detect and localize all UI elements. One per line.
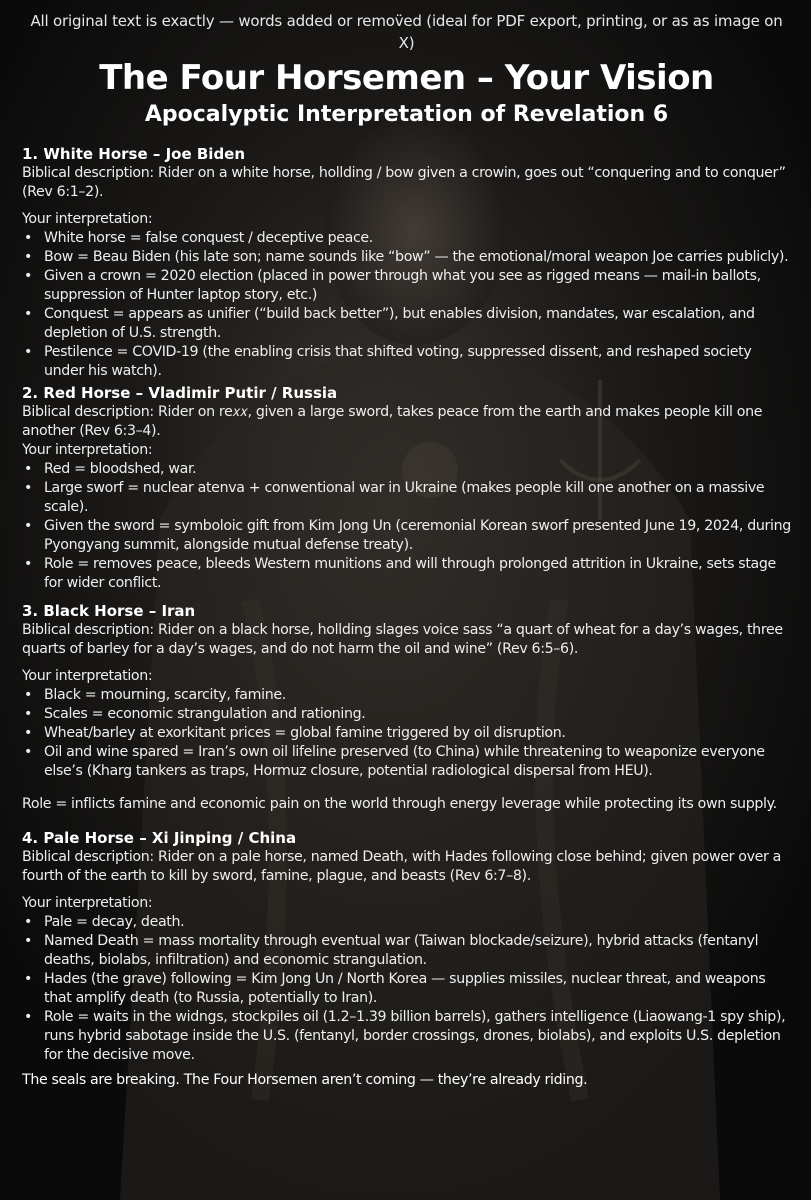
list-item-text: Oil and wine spared = Iran’s own oil lifeline preserved (to China) while threatening to weaponize everyone else’s (Kharg tankers as traps, Hormuz closure, potential radiological dispersal from HEU). xyxy=(44,744,765,779)
list-item-text: Pestilence = COVID-19 (the enabling crisis that shifted voting, suppressed dissent, and reshaped society under his watch). xyxy=(44,344,752,379)
list-item-text: Named Death = mass mortality through eventual war (Taiwan blockade/seizure), hybrid attacks (fentanyl deaths, biolabs, infiltration) and economic strangulation. xyxy=(44,933,759,968)
list-item-text: Given a crown = 2020 election (placed in power through what you see as rigged means — mail-in ballots, suppression of Hunter laptop story, etc.) xyxy=(44,268,761,303)
list-item xyxy=(22,343,791,381)
list-item-text: Black = mourning, scarcity, famine. xyxy=(44,687,286,703)
biblical-description: Biblical description: Rider on a pale horse, named Death, with Hades following close behind; given power over a fourth of the earth to kill by sword, famine, plague, and beasts (Rev 6:7–8). xyxy=(22,849,781,884)
list-item-text: Given the sword = symboloic gift from Kim Jong Un (ceremonial Korean sworf presented June 19, 2024, during Pyongyang summit, alongside mutual defense treaty). xyxy=(44,518,791,553)
list-item-text: Red = bloodshed, war. xyxy=(44,461,197,477)
bullet-icon: • xyxy=(24,687,33,703)
bullet-icon: • xyxy=(24,518,33,534)
closing-statement: The seals are breaking. The Four Horsemen aren’t coming — they’re already riding. xyxy=(22,1072,588,1088)
bullet-icon: • xyxy=(24,306,33,322)
section-black-horse xyxy=(22,601,791,814)
bullet-icon: • xyxy=(24,249,33,265)
section-title: 3. Black Horse – Iran xyxy=(22,602,196,620)
interpretation-label: Your interpretation: xyxy=(22,895,153,911)
page-subtitle: Apocalyptic Interpretation of Revelation 6 xyxy=(144,102,669,127)
list-item-text: Bow = Beau Biden (his late son; name sounds like “bow” — the emotional/moral weapon Joe carries publicly). xyxy=(44,249,789,265)
list-item-text: Role = waits in the widngs, stockpiles oil (1.2–1.39 billion barrels), gathers intelligence (Liaowang-1 spy ship), runs hybrid sabotage inside the U.S. (fentanyl, border crossings, drones, biolabs), and exploits U.S. depletion for the decisive move. xyxy=(44,1009,786,1063)
list-item-text: Hades (the grave) following = Kim Jong Un / North Korea — supplies missiles, nuclear threat, and weapons that amplify death (to Russia, potentially to Iran). xyxy=(44,971,766,1006)
section-title: 2. Red Horse – Vladimir Putir / Russia xyxy=(22,384,338,402)
bullet-icon: • xyxy=(24,706,33,722)
top-note: All original text is exactly — words added or remov̈ed (ideal for PDF export, printing, or as as image on X) xyxy=(30,12,783,52)
bullet-icon: • xyxy=(24,933,33,949)
list-item xyxy=(22,248,791,267)
list-item xyxy=(22,305,791,343)
interpretation-label: Your interpretation: xyxy=(22,211,153,227)
list-item-text: Conquest = appears as unifier (“build back better”), but enables division, mandates, war escalation, and depletion of U.S. strength. xyxy=(44,306,755,341)
interpretation-label: Your interpretation: xyxy=(22,668,153,684)
bullet-icon: • xyxy=(24,230,33,246)
bullet-icon: • xyxy=(24,268,33,284)
list-item xyxy=(22,555,791,593)
list-item-text: Scales = economic strangulation and rationing. xyxy=(44,706,366,722)
bullet-icon: • xyxy=(24,1009,33,1025)
list-item xyxy=(22,743,791,781)
page-title: The Four Horsemen – Your Vision xyxy=(99,58,714,98)
bullet-icon: • xyxy=(24,725,33,741)
list-item xyxy=(22,1008,791,1065)
interpretation-list xyxy=(22,229,791,381)
list-item xyxy=(22,479,791,517)
list-item-text: Large sworf = nuclear atenva + conwentional war in Ukraine (makes people kill one another on a massive scale). xyxy=(44,480,765,515)
list-item xyxy=(22,267,791,305)
list-item xyxy=(22,460,791,479)
section-pale-horse xyxy=(22,828,791,1065)
bullet-icon: • xyxy=(24,480,33,496)
list-item-text: White horse = false conquest / deceptive peace. xyxy=(44,230,373,246)
bullet-icon: • xyxy=(24,344,33,360)
bullet-icon: • xyxy=(24,556,33,572)
list-item xyxy=(22,229,791,248)
biblical-description: Biblical description: Rider on a white horse, hollding / bow given a crowin, goes out “conquering and to conquer” (Rev 6:1–2). xyxy=(22,165,786,200)
list-item-text: Pale = decay, death. xyxy=(44,914,185,930)
role-statement: Role = inflicts famine and economic pain on the world through energy leverage while protecting its own supply. xyxy=(22,796,777,812)
list-item xyxy=(22,705,791,724)
list-item xyxy=(22,932,791,970)
section-white-horse xyxy=(22,144,791,381)
list-item xyxy=(22,913,791,932)
list-item xyxy=(22,517,791,555)
interpretation-label: Your interpretation: xyxy=(22,442,153,458)
list-item xyxy=(22,970,791,1008)
list-item-text: Wheat/barley at exorkitant prices = global famine triggered by oil disruption. xyxy=(44,725,566,741)
interpretation-list xyxy=(22,686,791,781)
list-item xyxy=(22,724,791,743)
list-item xyxy=(22,686,791,705)
section-title: 4. Pale Horse – Xi Jinping / China xyxy=(22,829,297,847)
bullet-icon: • xyxy=(24,914,33,930)
bullet-icon: • xyxy=(24,461,33,477)
bullet-icon: • xyxy=(24,971,33,987)
list-item-text: Role = removes peace, bleeds Western munitions and will through prolonged attrition in Ukraine, sets stage for wider conflict. xyxy=(44,556,776,591)
interpretation-list xyxy=(22,460,791,593)
section-red-horse xyxy=(22,383,791,593)
biblical-description: Biblical description: Rider on re𝑥𝑥, given a large sword, takes peace from the earth and makes people kill one another (Rev 6:3–4). xyxy=(22,404,763,439)
section-title: 1. White Horse – Joe Biden xyxy=(22,145,246,163)
bullet-icon: • xyxy=(24,744,33,760)
biblical-description: Biblical description: Rider on a black horse, hollding slages voice sass “a quart of wheat for a day’s wages, three quarts of barley for a day’s wages, and do not harm the oil and wine” (Rev 6:5–6). xyxy=(22,622,783,657)
interpretation-list xyxy=(22,913,791,1065)
